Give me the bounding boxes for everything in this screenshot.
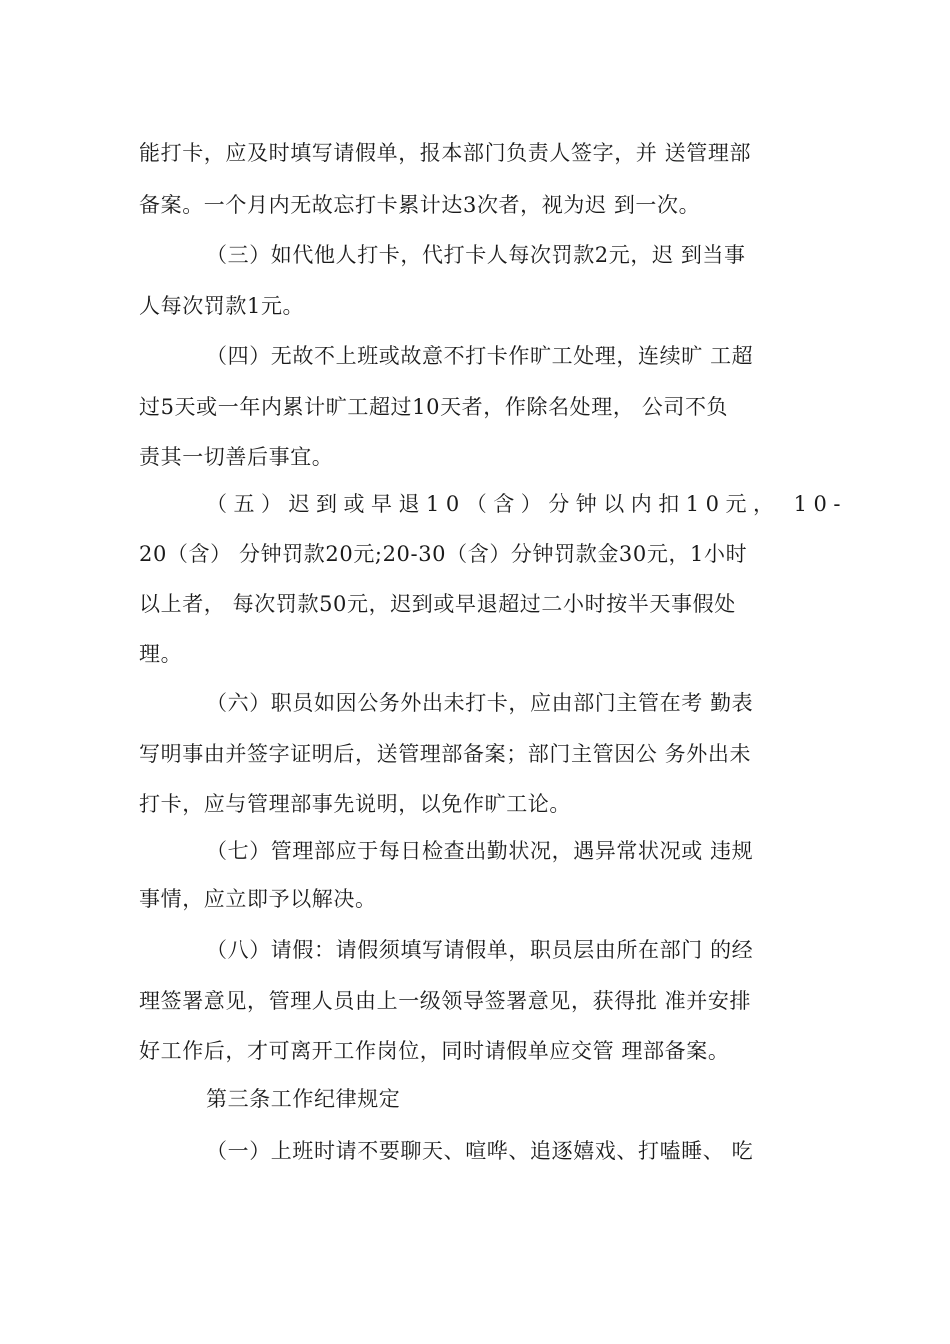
- text-line: 以上者， 每次罚款50元，迟到或早退超过二小时按半天事假处: [139, 592, 736, 616]
- text-line: 好工作后，才可离开工作岗位，同时请假单应交管 理部备案。: [139, 1039, 730, 1063]
- text-line: （三）如代他人打卡，代打卡人每次罚款2元，迟 到当事: [206, 243, 746, 267]
- text-line: 理签署意见，管理人员由上一级领导签署意见，获得批 准并安排: [139, 989, 752, 1013]
- text-line: （八）请假：请假须填写请假单，职员层由所在部门 的经: [206, 938, 754, 962]
- text-line: （六）职员如因公务外出未打卡，应由部门主管在考 勤表: [206, 691, 754, 715]
- text-line: 写明事由并签字证明后，送管理部备案；部门主管因公 务外出未: [139, 742, 752, 766]
- text-line: 人每次罚款1元。: [139, 294, 305, 318]
- text-line: 备案。一个月内无故忘打卡累计达3次者，视为迟 到一次。: [139, 193, 701, 217]
- text-line: （五）迟到或早退10（含）分钟以内扣10元， 10-: [206, 492, 847, 516]
- text-line: （一）上班时请不要聊天、喧哗、追逐嬉戏、打嗑睡、 吃: [206, 1139, 754, 1163]
- section-heading: 第三条工作纪律规定: [206, 1087, 401, 1111]
- text-line: （四）无故不上班或故意不打卡作旷工处理，连续旷 工超: [206, 344, 754, 368]
- text-line: 事情，应立即予以解决。: [139, 887, 377, 911]
- text-line: 理。: [139, 642, 183, 666]
- text-line: （七）管理部应于每日检查出勤状况，遇异常状况或 违规: [206, 839, 754, 863]
- text-line: 能打卡，应及时填写请假单，报本部门负责人签字，并 送管理部: [139, 141, 752, 165]
- text-line: 20（含） 分钟罚款20元;20-30（含）分钟罚款金30元，1小时: [139, 542, 748, 566]
- text-line: 打卡，应与管理部事先说明，以免作旷工论。: [139, 792, 571, 816]
- text-line: 过5天或一年内累计旷工超过10天者，作除名处理， 公司不负: [139, 395, 729, 419]
- text-line: 责其一切善后事宜。: [139, 445, 334, 469]
